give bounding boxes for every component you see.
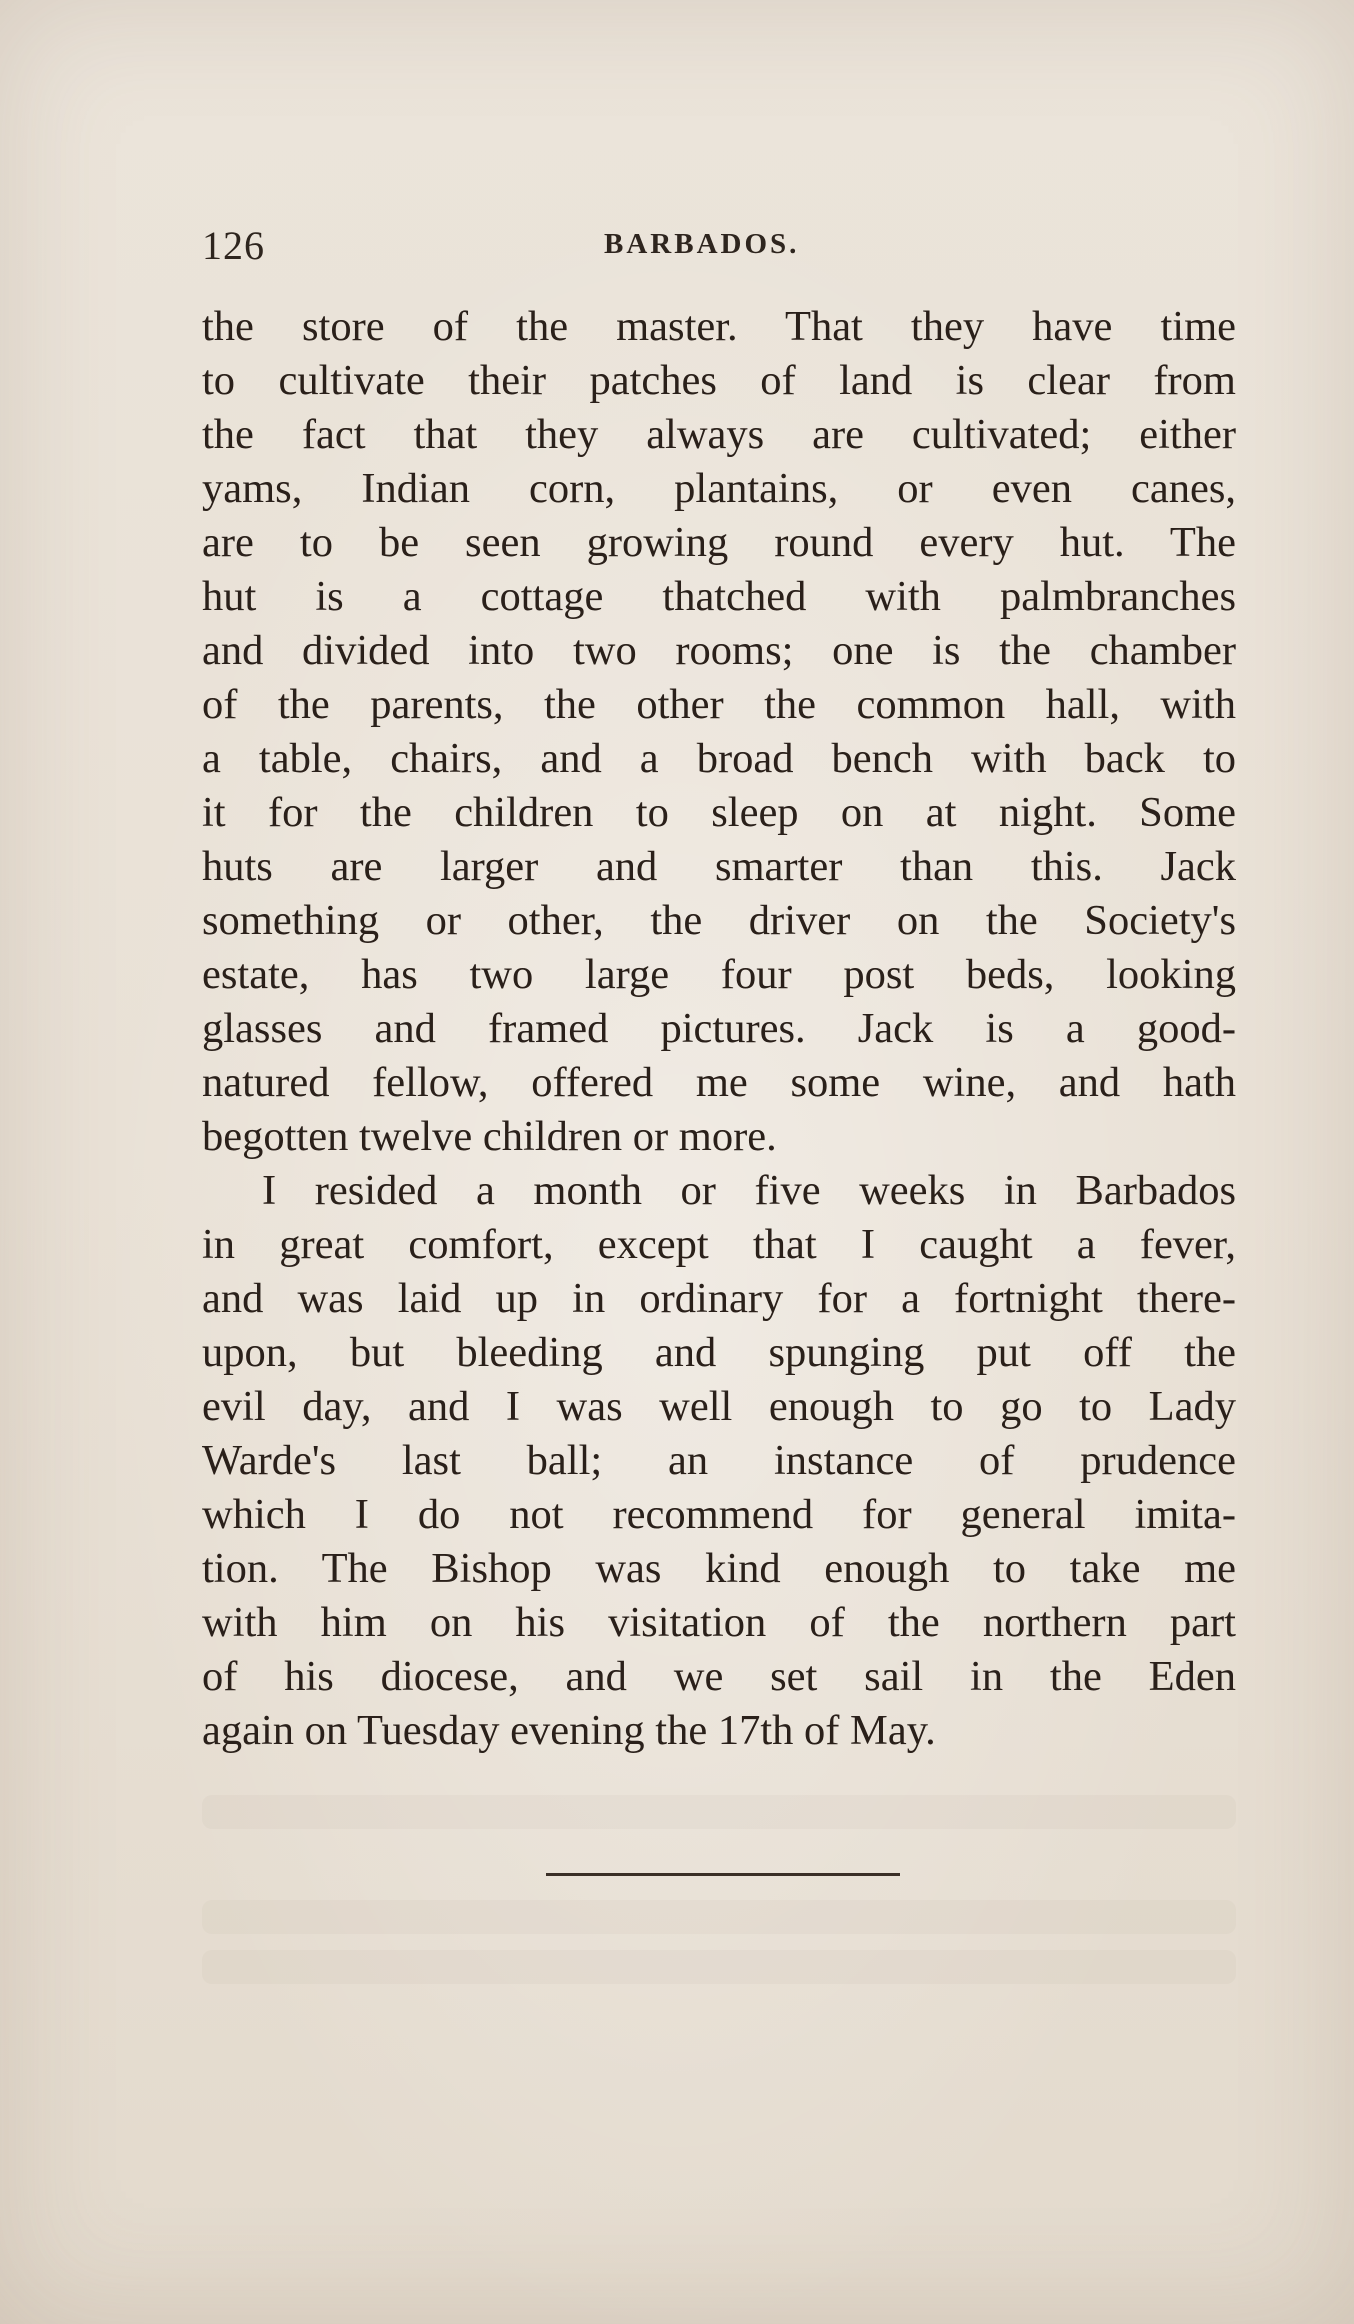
text-line: with him on his visitation of the northern part bbox=[202, 1599, 1236, 1646]
text-line: of the parents, the other the common hall, with bbox=[202, 681, 1236, 728]
section-divider-rule bbox=[546, 1873, 900, 1876]
text-line: evil day, and I was well enough to go to Lady bbox=[202, 1383, 1236, 1430]
text-line: of his diocese, and we set sail in the Eden bbox=[202, 1653, 1236, 1700]
running-head: BARBADOS. bbox=[604, 228, 800, 260]
text-line: to cultivate their patches of land is clear from bbox=[202, 357, 1236, 404]
text-line: natured fellow, offered me some wine, and hath bbox=[202, 1059, 1236, 1106]
show-through-shadow bbox=[202, 1950, 1236, 1984]
text-line: tion. The Bishop was kind enough to take me bbox=[202, 1545, 1236, 1592]
text-line: something or other, the driver on the Society's bbox=[202, 897, 1236, 944]
text-line: and was laid up in ordinary for a fortnight there- bbox=[202, 1275, 1236, 1322]
text-line: yams, Indian corn, plantains, or even canes, bbox=[202, 465, 1236, 512]
text-line: hut is a cottage thatched with palmbranches bbox=[202, 573, 1236, 620]
text-line: huts are larger and smarter than this. Jack bbox=[202, 843, 1236, 890]
text-line: are to be seen growing round every hut. The bbox=[202, 519, 1236, 566]
text-line: glasses and framed pictures. Jack is a good- bbox=[202, 1005, 1236, 1052]
text-line: the fact that they always are cultivated; either bbox=[202, 411, 1236, 458]
text-line: in great comfort, except that I caught a fever, bbox=[202, 1221, 1236, 1268]
paragraph-end-line: begotten twelve children or more. bbox=[202, 1113, 777, 1160]
text-line: upon, but bleeding and spunging put off the bbox=[202, 1329, 1236, 1376]
text-line: Warde's last ball; an instance of prudence bbox=[202, 1437, 1236, 1484]
text-line: it for the children to sleep on at night. Some bbox=[202, 789, 1236, 836]
paragraph-start-line: I resided a month or five weeks in Barbados bbox=[262, 1167, 1236, 1214]
text-line: estate, has two large four post beds, looking bbox=[202, 951, 1236, 998]
show-through-shadow bbox=[202, 1795, 1236, 1829]
body-text bbox=[202, 300, 1236, 1758]
text-line: the store of the master. That they have time bbox=[202, 303, 1236, 350]
text-line: which I do not recommend for general imita- bbox=[202, 1491, 1236, 1538]
text-line: a table, chairs, and a broad bench with back to bbox=[202, 735, 1236, 782]
page-number: 126 bbox=[202, 223, 265, 268]
text-line: and divided into two rooms; one is the chamber bbox=[202, 627, 1236, 674]
show-through-shadow bbox=[202, 1900, 1236, 1934]
paragraph-end-line: again on Tuesday evening the 17th of May. bbox=[202, 1707, 936, 1754]
page-header bbox=[202, 222, 1236, 282]
